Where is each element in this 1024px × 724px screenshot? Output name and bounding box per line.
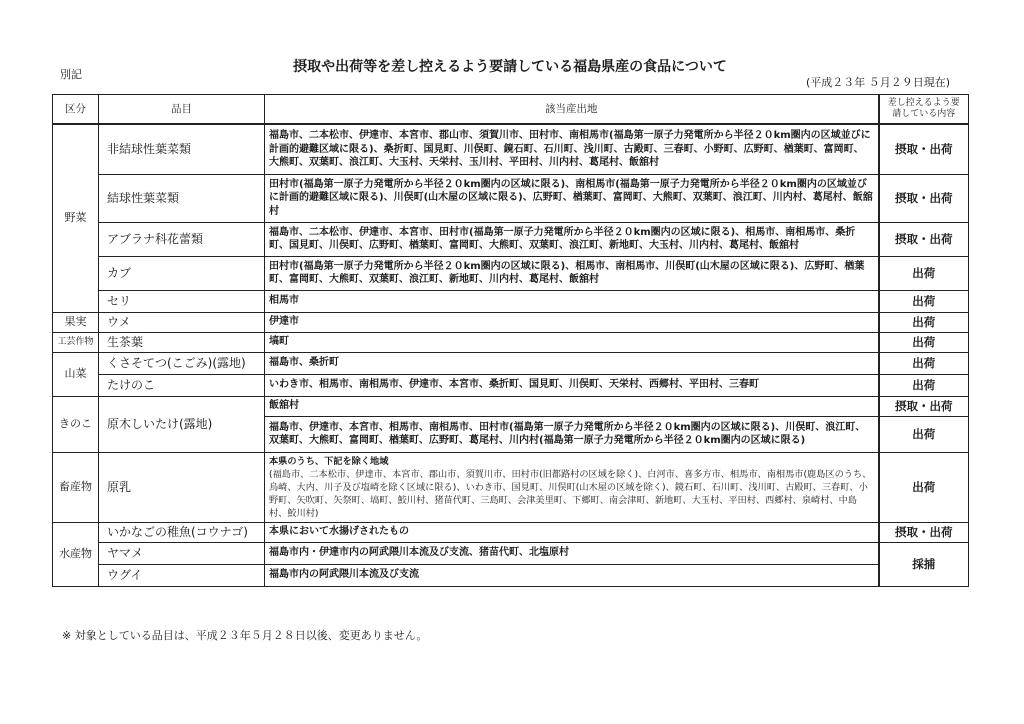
area-cell: 飯舘村: [265, 396, 879, 416]
table-row: [53, 332, 969, 352]
request-cell: 摂取・出荷: [879, 174, 969, 222]
category-cell: 果実: [53, 312, 99, 332]
table-row: [53, 256, 969, 290]
request-cell: 摂取・出荷: [879, 124, 969, 174]
area-cell: 福島市内・伊達市内の阿武隈川本流及び支流、猪苗代町、北塩原村: [265, 542, 879, 564]
area-cell: 福島市、伊達市、本宮市、相馬市、南相馬市、田村市(福島第一原子力発電所から半径２０km圏内の区域に限る)、川俣町、浪江町、双葉町、大熊町、富岡町、楢葉町、広野町、葛尾村、川内村(福島第一原子力発電所から半径２０km圏内の区域に限る): [265, 416, 879, 452]
header-request: 差し控えるよう要請している内容: [879, 95, 969, 125]
item-cell: ウグイ: [99, 564, 265, 586]
item-cell: カブ: [99, 256, 265, 290]
item-cell: ウメ: [99, 312, 265, 332]
request-cell: 出荷: [879, 374, 969, 396]
item-cell: ヤマメ: [99, 542, 265, 564]
category-cell: 水産物: [53, 522, 99, 586]
area-cell: 田村市(福島第一原子力発電所から半径２０km圏内の区域に限る)、相馬市、南相馬市、川俣町(山木屋の区域に限る)、広野町、楢葉町、富岡町、大熊町、双葉町、浪江町、新地町、川内村、葛尾村、飯舘村: [265, 256, 879, 290]
request-cell: 出荷: [879, 352, 969, 374]
request-cell: 出荷: [879, 332, 969, 352]
area-cell: 本県において水揚げされたもの: [265, 522, 879, 542]
area-exception-text: (福島市、二本松市、伊達市、本宮市、郡山市、須賀川市、田村市(旧都路村の区域を除く)、白河市、喜多方市、相馬市、南相馬市(鹿島区のうち、烏崎、大内、川子及び塩崎を除く区域に限る)、いわき市、国見町、川俣町(山木屋の区域を除く)、鏡石町、石川町、浅川町、古殿町、三春町、小野町、矢吹町、矢祭町、塙町、鮫川村、猪苗代町、三島町、会津美里町、下郷町、南会津町、新地町、大玉村、平田村、西郷村、泉崎村、中島村、鮫川村): [269, 468, 872, 519]
item-cell: 生茶葉: [99, 332, 265, 352]
category-cell: 工芸作物: [53, 332, 99, 352]
request-cell: 出荷: [879, 312, 969, 332]
request-cell: 出荷: [879, 290, 969, 312]
table-row: [53, 564, 969, 586]
table-row: [53, 222, 969, 256]
item-cell: セリ: [99, 290, 265, 312]
area-main-text: 本県のうち、下記を除く地域: [269, 455, 389, 467]
table-row: [53, 542, 969, 564]
as-of-date: (平成２３年 ５月２９日現在): [806, 76, 951, 89]
area-cell: 相馬市: [265, 290, 879, 312]
food-restriction-table: [52, 94, 969, 587]
request-cell: 採捕: [879, 542, 969, 586]
table-row: [53, 522, 969, 542]
item-cell: 結球性葉菜類: [99, 174, 265, 222]
item-cell: 原乳: [99, 452, 265, 522]
area-cell: 福島市内の阿武隈川本流及び支流: [265, 564, 879, 586]
appendix-label: 別記: [60, 68, 82, 81]
table-row: [53, 174, 969, 222]
area-cell: 田村市(福島第一原子力発電所から半径２０km圏内の区域に限る)、南相馬市(福島第一原子力発電所から半径２０km圏内の区域並びに計画的避難区域に限る)、川俣町(山木屋の区域に限る)、広野町、楢葉町、富岡町、大熊町、双葉町、浪江町、川内村、葛尾村、飯舘村: [265, 174, 879, 222]
page-title: 摂取や出荷等を差し控えるよう要請している福島県産の食品について: [293, 59, 727, 75]
item-cell: いかなごの稚魚(コウナゴ): [99, 522, 265, 542]
item-cell: 非結球性葉菜類: [99, 124, 265, 174]
table-row: [53, 312, 969, 332]
area-cell: [265, 452, 879, 522]
item-cell: 原木しいたけ(露地): [99, 396, 265, 452]
table-row: [53, 352, 969, 374]
area-cell: 福島市、桑折町: [265, 352, 879, 374]
request-cell: 出荷: [879, 416, 969, 452]
item-cell: アブラナ科花蕾類: [99, 222, 265, 256]
header-area: 該当産出地: [265, 95, 879, 125]
category-cell: 畜産物: [53, 452, 99, 522]
area-cell: いわき市、相馬市、南相馬市、伊達市、本宮市、桑折町、国見町、川俣町、天栄村、西郷村、平田村、三春町: [265, 374, 879, 396]
request-cell: 出荷: [879, 452, 969, 522]
area-cell: 塙町: [265, 332, 879, 352]
table-header-row: [53, 95, 969, 125]
table-row: [53, 396, 969, 416]
table-row: [53, 290, 969, 312]
table-row: [53, 374, 969, 396]
area-cell: 伊達市: [265, 312, 879, 332]
request-cell: 出荷: [879, 256, 969, 290]
footnote: ※ 対象としている品目は、平成２３年５月２８日以後、変更ありません。: [62, 629, 428, 642]
request-cell: 摂取・出荷: [879, 222, 969, 256]
area-cell: 福島市、二本松市、伊達市、本宮市、郡山市、須賀川市、田村市、南相馬市(福島第一原子力発電所から半径２０km圏内の区域並びに計画的避難区域に限る)、桑折町、国見町、川俣町、鏡石町、石川町、浅川町、古殿町、三春町、小野町、広野町、楢葉町、富岡町、大熊町、双葉町、浪江町、大玉村、天栄村、玉川村、平田村、川内村、葛尾村、飯舘村: [265, 124, 879, 174]
table-row: [53, 452, 969, 522]
category-cell: きのこ: [53, 396, 99, 452]
area-cell: 福島市、二本松市、伊達市、本宮市、田村市(福島第一原子力発電所から半径２０km圏内の区域に限る)、相馬市、南相馬市、桑折町、国見町、川俣町、広野町、楢葉町、富岡町、大熊町、双葉町、浪江町、新地町、大玉村、川内村、葛尾村、飯舘村: [265, 222, 879, 256]
item-cell: たけのこ: [99, 374, 265, 396]
request-cell: 摂取・出荷: [879, 396, 969, 416]
header-item: 品目: [99, 95, 265, 125]
category-cell: 山菜: [53, 352, 99, 396]
header-category: 区分: [53, 95, 99, 125]
item-cell: くさそてつ(こごみ)(露地): [99, 352, 265, 374]
request-cell: 摂取・出荷: [879, 522, 969, 542]
category-cell: 野菜: [53, 124, 99, 312]
table-row: [53, 124, 969, 174]
